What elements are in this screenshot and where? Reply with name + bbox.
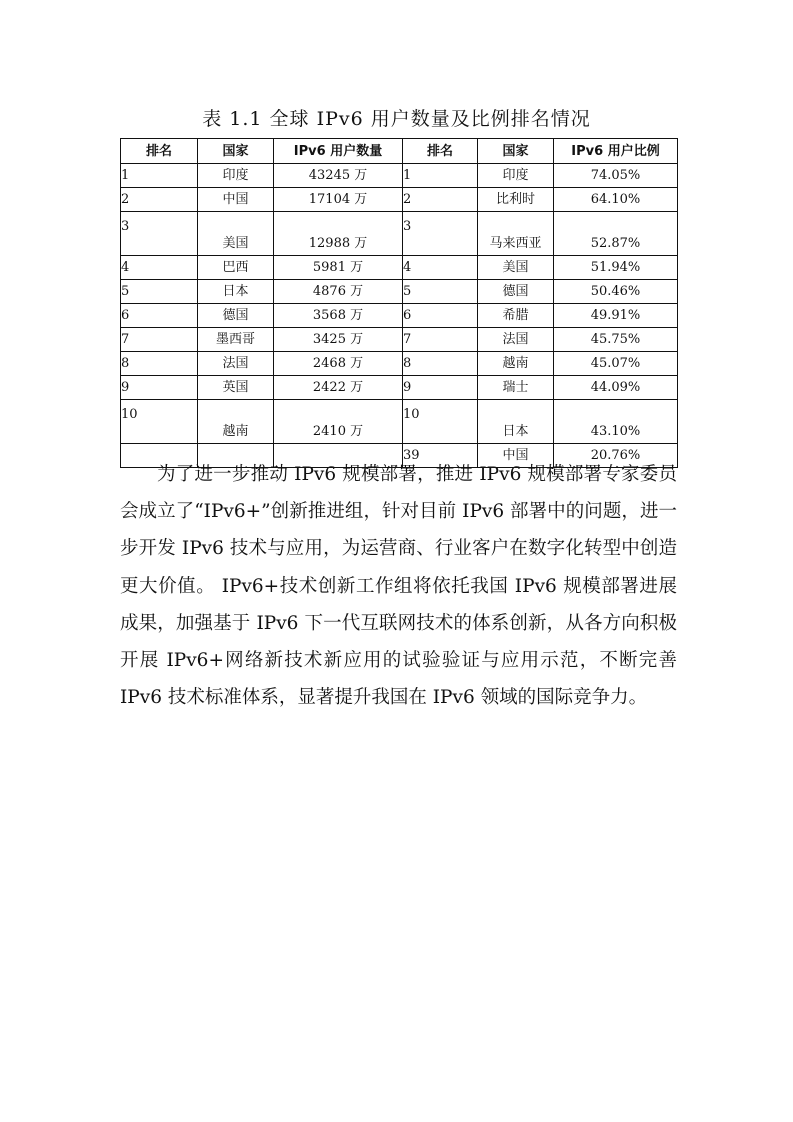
user-count-cell: 5981 万 <box>274 256 403 280</box>
user-ratio-cell: 52.87% <box>554 212 678 256</box>
rank-cell: 8 <box>121 352 198 376</box>
table-row <box>121 212 678 256</box>
rank-cell: 4 <box>403 256 478 280</box>
table-row <box>121 304 678 328</box>
country-cell: 美国 <box>198 212 274 256</box>
table-row <box>121 352 678 376</box>
user-ratio-cell: 50.46% <box>554 280 678 304</box>
header-country: 国家 <box>478 139 554 164</box>
country-cell: 墨西哥 <box>198 328 274 352</box>
table-row <box>121 280 678 304</box>
rank-cell: 2 <box>403 188 478 212</box>
rank-cell: 7 <box>403 328 478 352</box>
user-count-cell: 2422 万 <box>274 376 403 400</box>
table-header-row <box>121 139 678 164</box>
user-count-cell: 17104 万 <box>274 188 403 212</box>
country-cell: 中国 <box>478 444 554 468</box>
user-count-cell: 3568 万 <box>274 304 403 328</box>
user-count-cell: 2410 万 <box>274 400 403 444</box>
country-cell: 瑞士 <box>478 376 554 400</box>
body-paragraph: 为了进一步推动 IPv6 规模部署，推进 IPv6 规模部署专家委员会成立了“IPv6+”创新推进组，针对目前 IPv6 部署中的问题，进一步开发 IPv6 技术与应用，为运营商、行业客户在数字化转型中创造更大价值。 IPv6+技术创新工作组将依托我国 IPv6 规模部署进展成果，加强基于 IPv6 下一代互联网技术的体系创新，从各方向积极开展 IPv6+网络新技术新应用的试验验证与应用示范，不断完善 IPv6 技术标准体系，显著提升我国在 IPv6 领域的国际竞争力。 <box>120 464 677 709</box>
country-cell: 德国 <box>198 304 274 328</box>
rank-cell: 3 <box>121 212 198 256</box>
country-cell: 越南 <box>478 352 554 376</box>
user-count-cell: 43245 万 <box>274 164 403 188</box>
user-ratio-cell: 45.07% <box>554 352 678 376</box>
user-count-cell: 2468 万 <box>274 352 403 376</box>
user-ratio-cell: 44.09% <box>554 376 678 400</box>
user-ratio-cell: 43.10% <box>554 400 678 444</box>
country-cell: 印度 <box>198 164 274 188</box>
rank-cell: 7 <box>121 328 198 352</box>
user-ratio-cell: 64.10% <box>554 188 678 212</box>
country-cell: 日本 <box>478 400 554 444</box>
country-cell: 法国 <box>198 352 274 376</box>
header-user-count: IPv6 用户数量 <box>274 139 403 164</box>
table-caption: 表 1.1 全球 IPv6 用户数量及比例排名情况 <box>202 108 591 130</box>
country-cell: 日本 <box>198 280 274 304</box>
header-rank: 排名 <box>403 139 478 164</box>
rank-cell: 6 <box>121 304 198 328</box>
user-count-cell: 4876 万 <box>274 280 403 304</box>
country-cell: 美国 <box>478 256 554 280</box>
country-cell: 法国 <box>478 328 554 352</box>
rank-cell: 4 <box>121 256 198 280</box>
table-row <box>121 376 678 400</box>
user-count-cell: 12988 万 <box>274 212 403 256</box>
rank-cell: 5 <box>403 280 478 304</box>
country-cell: 希腊 <box>478 304 554 328</box>
header-rank: 排名 <box>121 139 198 164</box>
country-cell: 中国 <box>198 188 274 212</box>
user-ratio-cell: 49.91% <box>554 304 678 328</box>
user-ratio-cell: 45.75% <box>554 328 678 352</box>
country-cell: 英国 <box>198 376 274 400</box>
rank-cell: 5 <box>121 280 198 304</box>
user-count-cell: 3425 万 <box>274 328 403 352</box>
rank-cell: 2 <box>121 188 198 212</box>
table-row <box>121 256 678 280</box>
rank-cell: 10 <box>121 400 198 444</box>
country-cell: 越南 <box>198 400 274 444</box>
country-cell: 比利时 <box>478 188 554 212</box>
country-cell: 马来西亚 <box>478 212 554 256</box>
country-cell: 德国 <box>478 280 554 304</box>
user-ratio-cell: 51.94% <box>554 256 678 280</box>
rank-cell: 8 <box>403 352 478 376</box>
table-row <box>121 328 678 352</box>
user-ratio-cell: 74.05% <box>554 164 678 188</box>
rank-cell: 9 <box>403 376 478 400</box>
rank-cell: 39 <box>403 444 478 468</box>
ipv6-ranking-table <box>120 138 678 468</box>
table-row <box>121 164 678 188</box>
rank-cell: 1 <box>403 164 478 188</box>
header-country: 国家 <box>198 139 274 164</box>
rank-cell: 1 <box>121 164 198 188</box>
header-user-ratio: IPv6 用户比例 <box>554 139 678 164</box>
table-row <box>121 400 678 444</box>
user-ratio-cell: 20.76% <box>554 444 678 468</box>
country-cell: 巴西 <box>198 256 274 280</box>
rank-cell: 10 <box>403 400 478 444</box>
table-row <box>121 188 678 212</box>
rank-cell: 3 <box>403 212 478 256</box>
rank-cell: 6 <box>403 304 478 328</box>
rank-cell: 9 <box>121 376 198 400</box>
country-cell: 印度 <box>478 164 554 188</box>
